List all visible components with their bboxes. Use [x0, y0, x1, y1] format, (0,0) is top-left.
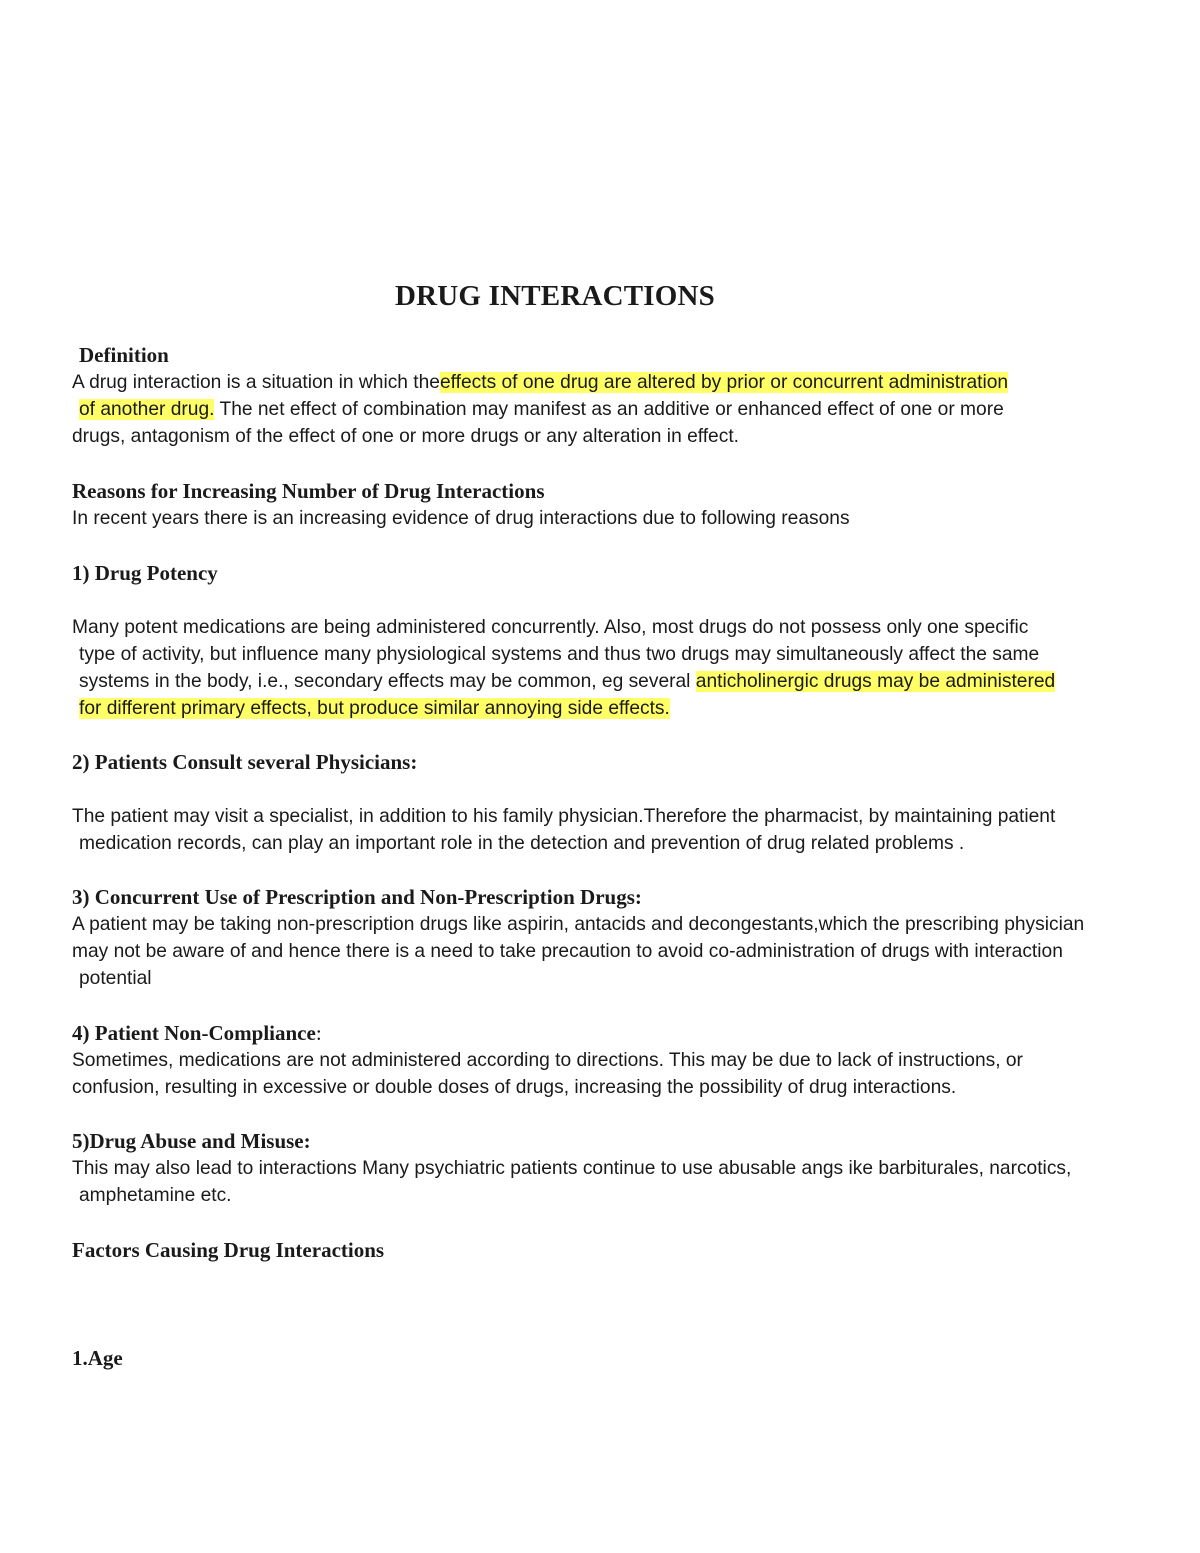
concurrent-use-line-1: A patient may be taking non-prescription drugs like aspirin, antacids and decongestants,which the prescribing physician [72, 914, 1085, 935]
highlight: effects of one drug are altered by prior or concurrent administration [439, 372, 1009, 393]
definition-section [72, 342, 1200, 450]
definition-line-3: drugs, antagonism of the effect of one or more drugs or any alteration in effect. [72, 426, 739, 447]
physicians-line-2: medication records, can play an important role in the detection and prevention of drug related problems . [79, 833, 965, 854]
non-compliance-heading: 4) Patient Non-Compliance: [72, 1021, 322, 1045]
drug-potency-line-1: Many potent medications are being administered concurrently. Also, most drugs do not possess only one specific [72, 617, 1029, 638]
highlight: anticholinergic drugs may be administered [695, 671, 1056, 692]
drug-potency-line-3: systems in the body, i.e., secondary effects may be common, eg several anticholinergic drugs may be administered [79, 671, 1056, 692]
definition-heading: Definition [79, 343, 169, 367]
definition-line-1: A drug interaction is a situation in which theeffects of one drug are altered by prior or concurrent administration [72, 372, 1009, 393]
drug-potency-body [72, 614, 1200, 722]
reasons-section [72, 478, 1200, 532]
physicians-line-1: The patient may visit a specialist, in addition to his family physician.Therefore the pharmacist, by maintaining patient [72, 806, 1056, 827]
non-compliance-line-1: Sometimes, medications are not administered according to directions. This may be due to lack of instructions, or [72, 1050, 1023, 1071]
abuse-line-2: amphetamine etc. [79, 1185, 232, 1206]
reasons-heading: Reasons for Increasing Number of Drug Interactions [72, 479, 545, 503]
highlight: of another drug. [79, 399, 215, 420]
reasons-intro: In recent years there is an increasing evidence of drug interactions due to following reasons [72, 508, 850, 529]
physicians-heading: 2) Patients Consult several Physicians: [72, 750, 418, 774]
drug-potency-line-2: type of activity, but influence many physiological systems and thus two drugs may simultaneously affect the same [79, 644, 1040, 665]
concurrent-use-line-3: potential [79, 968, 152, 989]
abuse-line-1: This may also lead to interactions Many psychiatric patients continue to use abusable angs ike barbiturales, narcotics, [72, 1158, 1072, 1179]
physicians-body [72, 803, 1200, 857]
age-section [72, 1345, 1200, 1372]
concurrent-use-heading: 3) Concurrent Use of Prescription and Non-Prescription Drugs: [72, 885, 642, 909]
abuse-heading: 5)Drug Abuse and Misuse: [72, 1129, 311, 1153]
drug-potency-line-4 [72, 695, 1200, 722]
age-heading: 1.Age [72, 1346, 123, 1370]
physicians-section [72, 749, 1200, 776]
definition-line-2: of another drug. The net effect of combination may manifest as an additive or enhanced effect of one or more [79, 399, 1004, 420]
page-title: DRUG INTERACTIONS [394, 280, 716, 312]
factors-section [72, 1237, 1200, 1264]
highlight: for different primary effects, but produce similar annoying side effects. [79, 698, 670, 719]
non-compliance-section [72, 1020, 1200, 1101]
abuse-section [72, 1128, 1200, 1209]
drug-potency-section [72, 560, 1200, 587]
non-compliance-line-2: confusion, resulting in excessive or double doses of drugs, increasing the possibility of drug interactions. [72, 1077, 957, 1098]
factors-heading: Factors Causing Drug Interactions [72, 1238, 385, 1262]
drug-potency-heading: 1) Drug Potency [72, 561, 218, 585]
concurrent-use-line-2: may not be aware of and hence there is a need to take precaution to avoid co-administration of drugs with interaction [72, 941, 1063, 962]
concurrent-use-section [72, 884, 1200, 992]
